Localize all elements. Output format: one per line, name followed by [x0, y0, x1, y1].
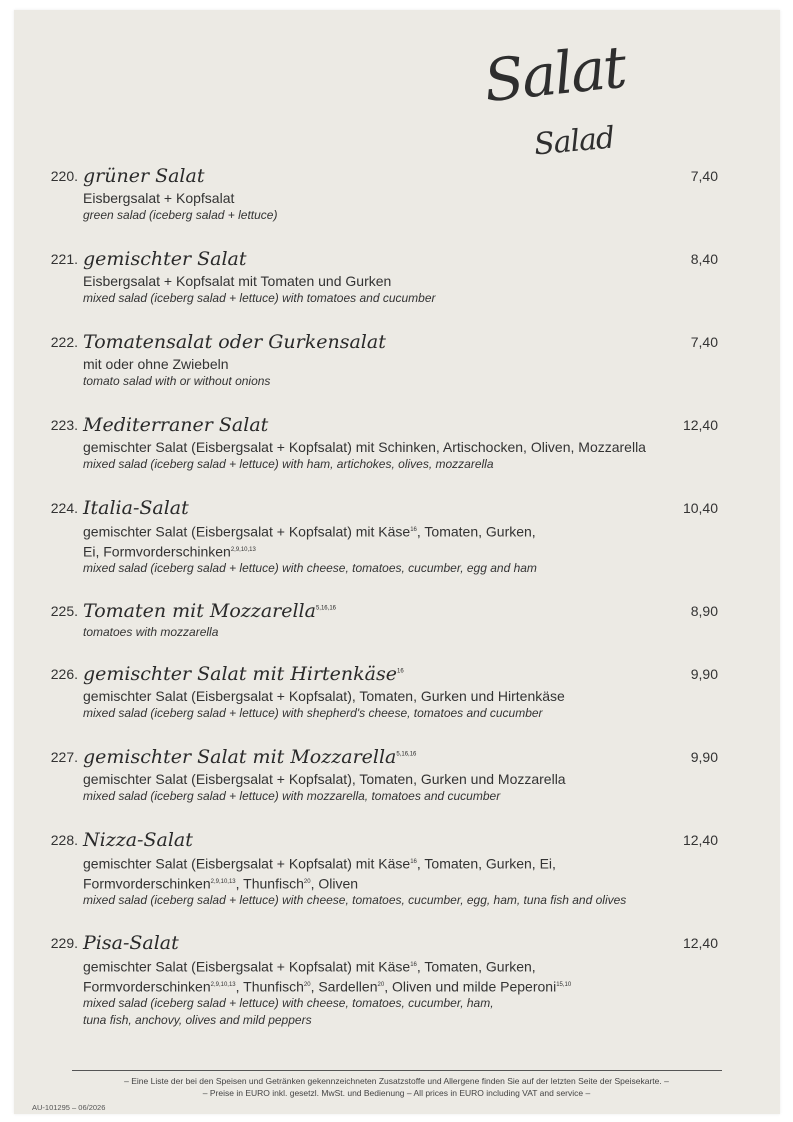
- allergen-codes: 20: [303, 981, 311, 988]
- item-number: 223.: [50, 417, 78, 433]
- item-number: 221.: [50, 251, 78, 267]
- description-line-de: [83, 853, 683, 873]
- description-text: , Tomaten, Gurken, Ei,: [416, 855, 556, 872]
- description-line-de: [83, 189, 683, 207]
- description-text: , Tomaten, Gurken,: [416, 523, 536, 540]
- description-line-de: [83, 541, 683, 561]
- item-name-text: Tomatensalat oder Gurkensalat: [83, 331, 386, 353]
- item-name: [83, 331, 386, 353]
- description-line-de: [83, 770, 683, 788]
- item-price: 12,40: [682, 417, 718, 433]
- description-text: Ei, Formvorderschinken: [83, 543, 231, 560]
- item-name-text: Mediterraner Salat: [83, 414, 269, 436]
- allergen-codes: 20: [377, 981, 385, 988]
- description-line-de: [83, 873, 683, 893]
- description-text: , Sardellen: [310, 978, 378, 995]
- item-description: [83, 438, 683, 473]
- allergen-codes: 20: [303, 878, 311, 885]
- description-line-en: tuna fish, anchovy, olives and mild peppers: [83, 1013, 312, 1028]
- allergen-codes: 16: [410, 527, 417, 533]
- description-text: gemischter Salat (Eisbergsalat + Kopfsalat), Tomaten, Gurken und Hirtenkäse: [83, 688, 565, 704]
- item-name: [83, 663, 404, 685]
- item-name: [83, 932, 179, 954]
- item-number: 224.: [50, 500, 78, 516]
- item-description: [83, 189, 683, 224]
- allergen-codes: 16: [410, 962, 417, 968]
- item-name: [83, 248, 247, 270]
- description-line-en: mixed salad (iceberg salad + lettuce) with cheese, tomatoes, cucumber, egg, ham, tuna fish and olives: [83, 893, 627, 908]
- item-price: 7,40: [690, 334, 718, 350]
- description-text: gemischter Salat (Eisbergsalat + Kopfsalat) mit Käse: [83, 958, 411, 975]
- item-price: 12,40: [682, 935, 718, 951]
- description-line-en: green salad (iceberg salad + lettuce): [83, 208, 278, 222]
- footer-divider: [72, 1070, 722, 1071]
- description-line-de: [83, 438, 683, 456]
- item-price: 9,90: [690, 666, 718, 682]
- item-description: [83, 853, 683, 909]
- description-text: gemischter Salat (Eisbergsalat + Kopfsalat) mit Käse: [83, 523, 411, 540]
- description-text: gemischter Salat (Eisbergsalat + Kopfsalat) mit Schinken, Artischocken, Oliven, Mozzarella: [83, 439, 646, 455]
- item-price: 10,40: [682, 500, 718, 516]
- heading-subtitle: Salad: [532, 120, 616, 163]
- item-description: [83, 521, 683, 577]
- description-text: , Oliven und milde Peperoni: [384, 978, 557, 995]
- item-price: 9,90: [690, 749, 718, 765]
- item-name-text: gemischter Salat: [83, 248, 247, 270]
- description-text: Formvorderschinken: [83, 978, 211, 995]
- document-code: AU-101295 – 06/2026: [32, 1103, 106, 1112]
- description-line-en: tomato salad with or without onions: [83, 374, 271, 388]
- description-line-en: tomatoes with mozzarella: [83, 625, 219, 639]
- allergen-codes: 16: [397, 668, 404, 675]
- description-text: mit oder ohne Zwiebeln: [83, 356, 229, 372]
- item-name-text: gemischter Salat mit Hirtenkäse: [83, 663, 398, 685]
- description-line-de: [83, 956, 683, 976]
- item-number: 229.: [50, 935, 78, 951]
- description-line-de: [83, 687, 683, 705]
- description-line-en: mixed salad (iceberg salad + lettuce) with mozzarella, tomatoes and cucumber: [83, 789, 501, 803]
- item-number: 225.: [50, 603, 78, 619]
- item-name: [83, 165, 204, 187]
- description-line-en: mixed salad (iceberg salad + lettuce) with cheese, tomatoes, cucumber, egg and ham: [83, 561, 537, 576]
- allergen-codes: 2,9,10,13: [210, 981, 236, 988]
- item-number: 220.: [50, 168, 78, 184]
- section-heading: [480, 32, 640, 180]
- item-name-text: grüner Salat: [83, 165, 205, 187]
- item-number: 227.: [50, 749, 78, 765]
- item-name-text: Pisa-Salat: [83, 932, 179, 954]
- description-text: , Thunfisch: [235, 978, 304, 995]
- allergen-codes: 2,9,10,13: [210, 878, 236, 885]
- description-line-de: [83, 272, 683, 290]
- item-price: 8,90: [690, 603, 718, 619]
- description-text: , Oliven: [310, 875, 359, 892]
- description-text: , Tomaten, Gurken,: [416, 958, 536, 975]
- item-name: [83, 746, 416, 768]
- item-name-text: Nizza-Salat: [83, 829, 193, 851]
- item-description: [83, 770, 683, 805]
- item-description: [83, 956, 683, 1029]
- footer-allergen-note: – Eine Liste der bei den Speisen und Getränken gekennzeichneten Zusatzstoffe und Allergene finden Sie auf der letzten Seite der Speisekarte. –: [124, 1076, 669, 1086]
- item-name: [83, 829, 193, 851]
- description-line-de: [83, 355, 683, 373]
- description-line-en: mixed salad (iceberg salad + lettuce) with ham, artichokes, olives, mozzarella: [83, 457, 494, 471]
- item-name: [83, 600, 336, 622]
- description-line-de: [83, 521, 683, 541]
- item-name-text: Italia-Salat: [83, 497, 189, 519]
- description-text: gemischter Salat (Eisbergsalat + Kopfsalat) mit Käse: [83, 855, 411, 872]
- item-name: [83, 497, 189, 519]
- description-text: Eisbergsalat + Kopfsalat: [83, 190, 235, 206]
- item-name-text: gemischter Salat mit Mozzarella: [83, 746, 397, 768]
- item-price: 12,40: [682, 832, 718, 848]
- description-line-en: mixed salad (iceberg salad + lettuce) with tomatoes and cucumber: [83, 291, 436, 305]
- item-name: [83, 414, 268, 436]
- description-line-en: mixed salad (iceberg salad + lettuce) with shepherd's cheese, tomatoes and cucumber: [83, 706, 543, 720]
- description-line-en: mixed salad (iceberg salad + lettuce) with cheese, tomatoes, cucumber, ham,: [83, 996, 494, 1011]
- description-text: , Thunfisch: [235, 875, 304, 892]
- allergen-codes: 5,16,16: [315, 605, 336, 612]
- item-name-text: Tomaten mit Mozzarella: [83, 600, 316, 622]
- description-line-de: [83, 976, 683, 996]
- item-description: [83, 624, 683, 641]
- item-description: [83, 687, 683, 722]
- allergen-codes: 2,9,10,13: [230, 546, 256, 553]
- allergen-codes: 5,16,16: [396, 751, 417, 758]
- description-text: gemischter Salat (Eisbergsalat + Kopfsalat), Tomaten, Gurken und Mozzarella: [83, 771, 566, 787]
- item-price: 7,40: [690, 168, 718, 184]
- item-number: 226.: [50, 666, 78, 682]
- item-price: 8,40: [690, 251, 718, 267]
- item-number: 228.: [50, 832, 78, 848]
- item-description: [83, 272, 683, 307]
- item-description: [83, 355, 683, 390]
- footer-price-note: – Preise in EURO inkl. gesetzl. MwSt. und Bedienung – All prices in EURO including VAT and service –: [202, 1088, 591, 1098]
- item-number: 222.: [50, 334, 78, 350]
- allergen-codes: 15,10: [556, 981, 572, 988]
- description-text: Eisbergsalat + Kopfsalat mit Tomaten und Gurken: [83, 273, 392, 289]
- heading-title: Salat: [480, 32, 628, 116]
- allergen-codes: 16: [410, 859, 417, 865]
- description-text: Formvorderschinken: [83, 875, 211, 892]
